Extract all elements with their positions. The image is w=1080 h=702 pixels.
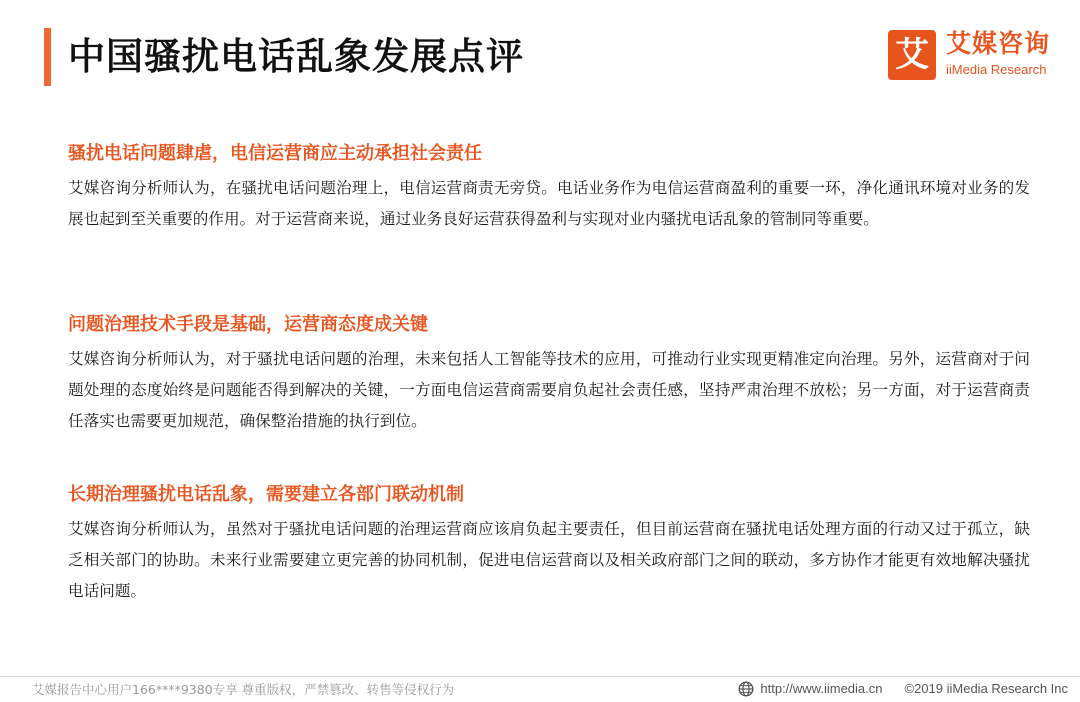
footer-url-link[interactable]: http://www.iimedia.cn: [760, 681, 883, 696]
section-heading: 问题治理技术手段是基础，运营商态度成关键: [68, 314, 428, 335]
page-title: 中国骚扰电话乱象发展点评: [68, 35, 524, 78]
section-3: [68, 482, 1030, 607]
footer-info: [738, 680, 1068, 698]
footer-copyright-notice: 艾媒报告中心用户166****9380专享 尊重版权，严禁篡改、转售等侵权行为: [32, 682, 455, 697]
section-heading: 长期治理骚扰电话乱象，需要建立各部门联动机制: [68, 484, 464, 505]
brand-logo: [888, 30, 1068, 82]
logo-name-en: iiMedia Research: [946, 62, 1047, 77]
section-body: 艾媒咨询分析师认为，在骚扰电话问题治理上，电信运营商责无旁贷。电话业务作为电信运营商盈利的重要一环，净化通讯环境对业务的发展也起到至关重要的作用。对于运营商来说，通过业务良好运营获得盈利与实现对业内骚扰电话乱象的管制同等重要。: [68, 179, 1030, 228]
section-heading: 骚扰电话问题肆虐，电信运营商应主动承担社会责任: [68, 143, 482, 164]
footer-copyright: ©2019 iiMedia Research Inc: [904, 681, 1068, 696]
title-accent-bar: [44, 28, 51, 86]
globe-icon: [738, 681, 754, 697]
logo-mark-icon: 艾: [888, 30, 936, 80]
footer-divider: [0, 676, 1080, 677]
section-2: [68, 312, 1030, 437]
section-1: [68, 141, 1030, 235]
section-body: 艾媒咨询分析师认为，对于骚扰电话问题的治理，未来包括人工智能等技术的应用，可推动行业实现更精准定向治理。另外，运营商对于问题处理的态度始终是问题能否得到解决的关键，一方面电信运营商需要肩负起社会责任感，坚持严肃治理不放松；另一方面，对于运营商责任落实也需要更加规范，确保整治措施的执行到位。: [68, 350, 1030, 430]
section-body: 艾媒咨询分析师认为，虽然对于骚扰电话问题的治理运营商应该肩负起主要责任，但目前运营商在骚扰电话处理方面的行动又过于孤立，缺乏相关部门的协助。未来行业需要建立更完善的协同机制，促进电信运营商以及相关政府部门之间的联动，多方协作才能更有效地解决骚扰电话问题。: [68, 520, 1030, 600]
logo-name-cn: 艾媒咨询: [946, 29, 1051, 58]
